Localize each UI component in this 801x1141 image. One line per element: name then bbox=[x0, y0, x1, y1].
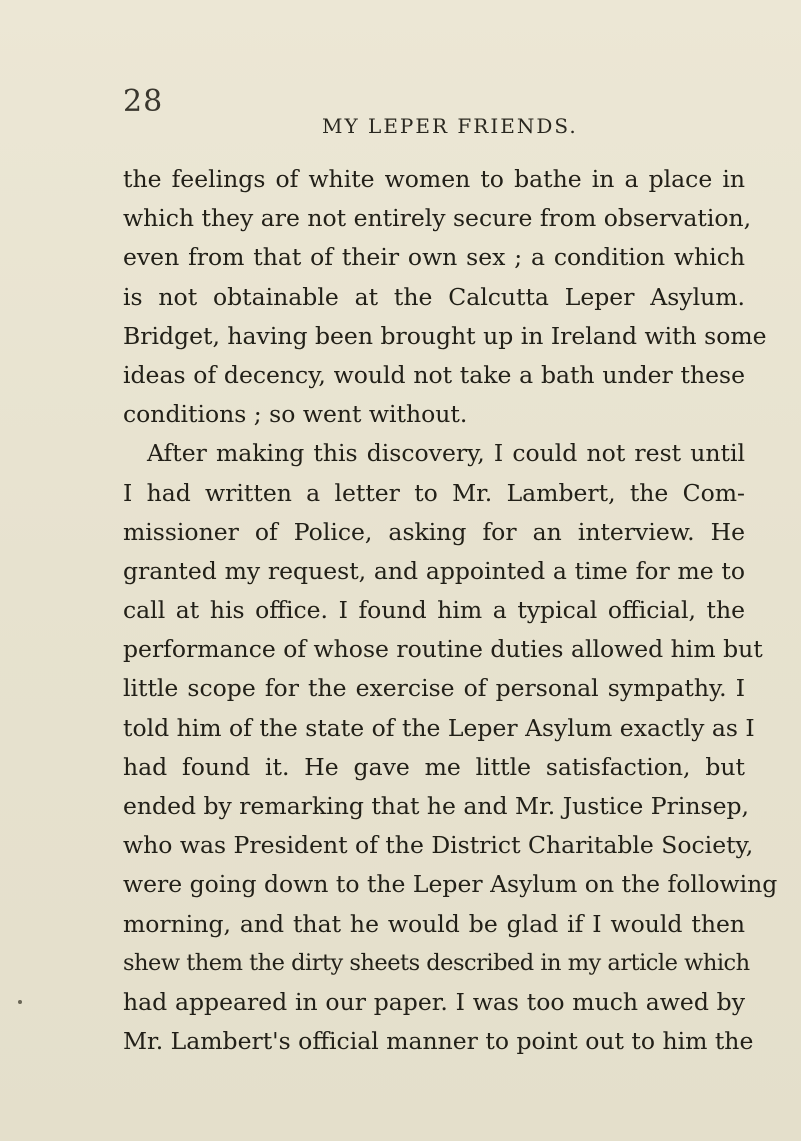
text-line: had found it. He gave me little satisfaction, but bbox=[123, 752, 745, 781]
text-line: performance of whose routine duties allowed him but bbox=[123, 635, 763, 664]
text-line: even from that of their own sex ; a condition which bbox=[123, 243, 745, 272]
text-line: ideas of decency, would not take a bath under these bbox=[123, 360, 745, 389]
margin-speck bbox=[18, 1000, 22, 1004]
text-line: the feelings of white women to bathe in a place in bbox=[123, 165, 745, 193]
text-line: call at his office. I found him a typical official, the bbox=[123, 596, 745, 625]
text-line: little scope for the exercise of personal sympathy. I bbox=[123, 674, 745, 703]
text-line: shew them the dirty sheets described in my article which bbox=[123, 949, 750, 976]
text-line: who was President of the District Charitable Society, bbox=[123, 831, 754, 860]
page-number: 28 bbox=[123, 84, 164, 119]
text-line: ended by remarking that he and Mr. Justice Prinsep, bbox=[123, 792, 749, 820]
text-line: morning, and that he would be glad if I would then bbox=[123, 909, 745, 938]
paragraph-start-line: After making this discovery, I could not rest until bbox=[147, 439, 745, 468]
text-line: is not obtainable at the Calcutta Leper Asylum. bbox=[123, 282, 745, 311]
text-line: which they are not entirely secure from observation, bbox=[123, 204, 752, 233]
text-line: were going down to the Leper Asylum on the following bbox=[123, 870, 778, 899]
text-line: Bridget, having been brought up in Ireland with some bbox=[123, 321, 767, 350]
text-line: missioner of Police, asking for an interview. He bbox=[123, 517, 745, 546]
text-line: told him of the state of the Leper Asylum exactly as I bbox=[123, 713, 755, 742]
text-line: I had written a letter to Mr. Lambert, the Com- bbox=[123, 478, 745, 507]
paragraph-end-line: conditions ; so went without. bbox=[123, 400, 468, 429]
text-line: had appeared in our paper. I was too much awed by bbox=[123, 987, 745, 1016]
running-head: MY LEPER FRIENDS. bbox=[322, 114, 578, 138]
body-text bbox=[123, 160, 778, 1061]
text-line: granted my request, and appointed a time for me to bbox=[123, 556, 745, 585]
text-line: Mr. Lambert's official manner to point out to him the bbox=[123, 1027, 754, 1056]
